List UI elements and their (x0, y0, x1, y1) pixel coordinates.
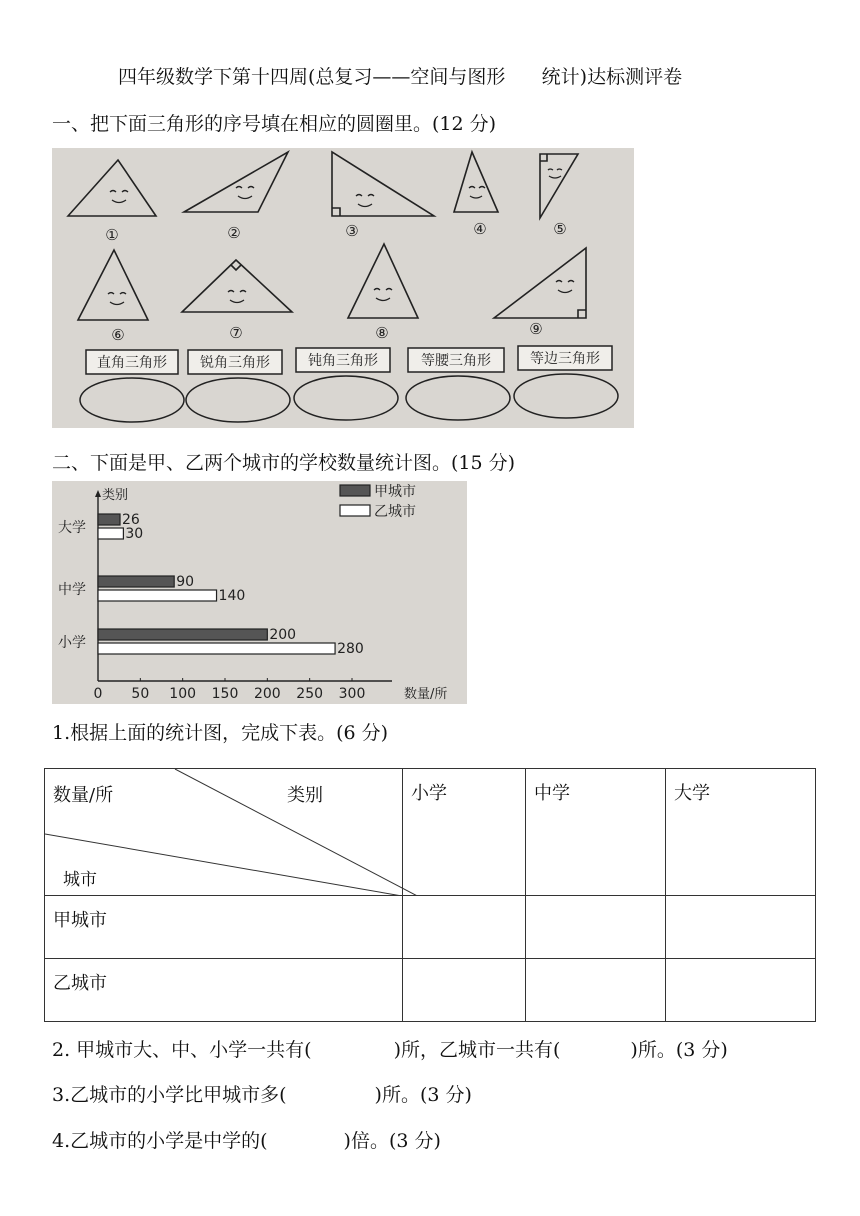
section2-heading: 二、下面是甲、乙两个城市的学校数量统计图。(15 分) (52, 452, 516, 474)
triangle-number: ⑥ (111, 326, 125, 344)
bar-chart (52, 481, 467, 704)
triangle-number: ③ (345, 222, 359, 240)
category-label: 锐角三角形 (200, 355, 270, 371)
bar-value-label: 26 (122, 512, 140, 528)
triangle-1 (68, 160, 156, 216)
section1-heading: 一、把下面三角形的序号填在相应的圆圈里。(12 分) (52, 113, 497, 135)
bar-value-label: 90 (176, 574, 195, 590)
bar-value-label: 200 (269, 627, 297, 643)
bar (98, 576, 174, 587)
x-tick-label: 250 (296, 686, 324, 702)
y-axis-arrow (95, 490, 101, 497)
row-header: 甲城市 (45, 896, 403, 959)
legend-swatch (340, 485, 370, 496)
bar (98, 643, 335, 654)
triangle-number: ④ (473, 220, 487, 238)
question-4-part-b: )倍。(3 分) (343, 1130, 441, 1152)
column-header: 大学 (666, 769, 816, 896)
triangle-9 (494, 248, 586, 318)
corner-label-city: 城市 (63, 870, 97, 890)
category-label: 钝角三角形 (308, 353, 378, 369)
page-title: 四年级数学下第十四周(总复习——空间与图形 统计)达标测评卷 (118, 66, 683, 88)
bar (98, 514, 120, 525)
question-4 (52, 1126, 441, 1153)
triangle-number: ② (227, 224, 241, 242)
question-2-part-c: )所。(3 分) (630, 1039, 728, 1061)
column-header: 小学 (403, 769, 526, 896)
category-label: 小学 (58, 635, 86, 651)
answer-cell[interactable] (403, 959, 526, 1022)
triangle-5 (540, 154, 578, 218)
row-header: 乙城市 (45, 959, 403, 1022)
x-tick-label: 150 (211, 686, 239, 702)
triangle-number: ⑦ (229, 324, 243, 342)
triangle-3 (332, 152, 434, 216)
legend-label: 甲城市 (374, 484, 416, 500)
answer-cell[interactable] (526, 959, 666, 1022)
category-label: 等腰三角形 (421, 353, 491, 369)
category-label: 直角三角形 (97, 355, 167, 371)
triangle-number: ① (105, 226, 119, 244)
answer-cell[interactable] (666, 959, 816, 1022)
triangle-number: ⑨ (529, 320, 543, 338)
category-label: 等边三角形 (530, 351, 600, 367)
question-1: 1.根据上面的统计图，完成下表。(6 分) (52, 722, 389, 744)
question-2-part-a: 2. 甲城市大、中、小学一共有( (52, 1039, 312, 1061)
x-tick-label: 300 (338, 686, 366, 702)
triangle-4 (454, 152, 498, 212)
bar-value-label: 140 (218, 588, 246, 604)
triangle-6 (78, 250, 148, 320)
question-3-part-b: )所。(3 分) (374, 1084, 472, 1106)
triangle-2 (184, 152, 288, 212)
triangle-photo (52, 148, 634, 428)
x-tick-label: 100 (169, 686, 197, 702)
bar-value-label: 30 (125, 526, 144, 542)
bar (98, 528, 123, 539)
x-tick-label: 0 (93, 686, 103, 702)
legend-swatch (340, 505, 370, 516)
category-label: 大学 (58, 520, 86, 536)
bar-value-label: 280 (337, 641, 364, 657)
x-tick-label: 50 (131, 686, 150, 702)
legend-label: 乙城市 (374, 504, 416, 520)
answer-cell[interactable] (526, 896, 666, 959)
corner-label-quantity: 数量/所 (53, 785, 114, 806)
y-axis-label: 类别 (102, 488, 129, 503)
answer-cell[interactable] (403, 896, 526, 959)
bar (98, 629, 267, 640)
question-2 (52, 1035, 728, 1062)
bar (98, 590, 217, 601)
question-3-part-a: 3.乙城市的小学比甲城市多( (52, 1084, 287, 1106)
triangle-8 (348, 244, 418, 318)
triangle-number: ⑧ (375, 324, 389, 342)
answer-cell[interactable] (666, 896, 816, 959)
x-axis-label: 数量/所 (404, 687, 448, 702)
question-2-part-b: )所，乙城市一共有( (393, 1039, 561, 1061)
triangle-7 (182, 260, 292, 312)
school-count-table (44, 768, 816, 1022)
x-tick-label: 200 (253, 686, 281, 702)
question-3 (52, 1080, 472, 1107)
triangle-number: ⑤ (553, 220, 567, 238)
column-header: 中学 (526, 769, 666, 896)
question-4-part-a: 4.乙城市的小学是中学的( (52, 1130, 268, 1152)
corner-label-category: 类别 (287, 785, 323, 806)
table-corner-cell (45, 769, 403, 896)
category-label: 中学 (58, 582, 86, 598)
